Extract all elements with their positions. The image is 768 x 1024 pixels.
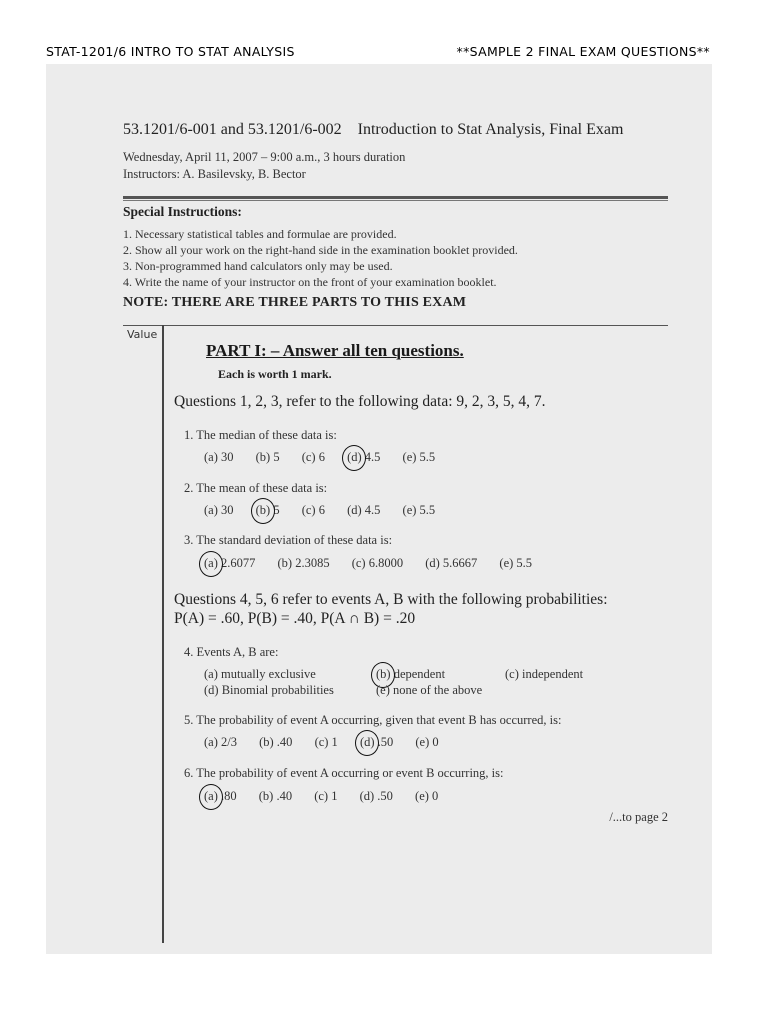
exam-note: NOTE: THERE ARE THREE PARTS TO THIS EXAM [123,295,467,310]
answer-option: (d) .50 [359,789,393,803]
question-text: 1. The median of these data is: [184,428,337,442]
exam-date: Wednesday, April 11, 2007 – 9:00 a.m., 3 hours duration [123,150,406,164]
instructors: Instructors: A. Basilevsky, B. Bector [123,167,306,181]
circled-answer-option: (a) .80 [204,789,237,803]
answer-option: (c) independent [505,667,584,681]
answer-options [204,735,458,750]
answer-option: (d) Binomial probabilities [204,683,334,697]
answer-option: (a) 30 [204,450,234,464]
circled-answer-option: (d) .50 [359,735,394,749]
header-label: **SAMPLE 2 FINAL EXAM QUESTIONS** [456,44,710,59]
value-column-divider [162,325,164,943]
answer-option: (d) 4.5 [347,503,381,517]
answer-option: (a) 2/3 [204,735,237,749]
answer-option: (c) 1 [314,789,338,803]
instructions-list [123,226,518,290]
answer-option: (c) 1 [314,735,338,749]
answer-option: (e) 5.5 [402,503,436,517]
answer-option: (b) 5 [255,450,280,464]
answer-option: (e) 0 [415,735,439,749]
answer-option: (c) 6 [301,450,325,464]
answer-option: (c) 6 [301,503,325,517]
answer-option: (e) 0 [415,789,439,803]
special-instructions-heading: Special Instructions: [123,204,242,219]
answer-option: (b) 2.3085 [277,556,330,570]
instruction-item: 2. Show all your work on the right-hand side in the examination booklet provided. [123,243,518,257]
answer-option: (d) 5.6667 [425,556,478,570]
page-header [46,44,710,62]
value-column-label: Value [127,328,158,341]
course-title: 53.1201/6-001 and 53.1201/6-002 Introduction to Stat Analysis, Final Exam [123,121,624,138]
header-course: STAT-1201/6 INTRO TO STAT ANALYSIS [46,44,295,59]
answer-options [204,503,454,518]
question-group-intro: Questions 1, 2, 3, refer to the following data: 9, 2, 3, 5, 4, 7. [174,393,546,410]
answer-options [204,450,454,465]
circled-answer-option: (b) 5 [255,503,280,517]
answer-option: (e) 5.5 [402,450,436,464]
divider [123,200,668,201]
answer-option: (c) 6.8000 [351,556,404,570]
scanned-exam-page [46,64,712,954]
instruction-item: 3. Non-programmed hand calculators only may be used. [123,259,393,273]
question-group-intro: Questions 4, 5, 6 refer to events A, B with the following probabilities: [174,591,608,608]
question-text: 6. The probability of event A occurring or event B occurring, is: [184,766,504,780]
answer-option: (b) .40 [259,735,293,749]
question-text: 3. The standard deviation of these data is: [184,533,393,547]
divider [123,196,668,199]
divider [123,325,668,326]
instruction-item: 4. Write the name of your instructor on the front of your examination booklet. [123,275,497,289]
part-title: PART I: – Answer all ten questions. [206,341,464,360]
question-text: 2. The mean of these data is: [184,481,328,495]
instruction-item: 1. Necessary statistical tables and formulae are provided. [123,227,397,241]
continued-note: /...to page 2 [609,810,668,824]
answer-option: (b) .40 [258,789,293,803]
probabilities-line: P(A) = .60, P(B) = .40, P(A ∩ B) = .20 [174,610,416,627]
part-subtitle: Each is worth 1 mark. [218,367,332,381]
circled-answer-option: (d) 4.5 [347,450,381,464]
answer-option: (e) 5.5 [499,556,533,570]
circled-answer-option: (a) 2.6077 [204,556,256,570]
answer-option: (a) mutually exclusive [204,667,316,681]
answer-options [204,789,457,804]
question-text: 4. Events A, B are: [184,645,279,659]
circled-answer-option: (b) dependent [376,667,446,681]
answer-option: (e) none of the above [376,683,483,697]
answer-options [204,556,551,571]
answer-option: (a) 30 [204,503,234,517]
question-text: 5. The probability of event A occurring, given that event B has occurred, is: [184,713,562,727]
